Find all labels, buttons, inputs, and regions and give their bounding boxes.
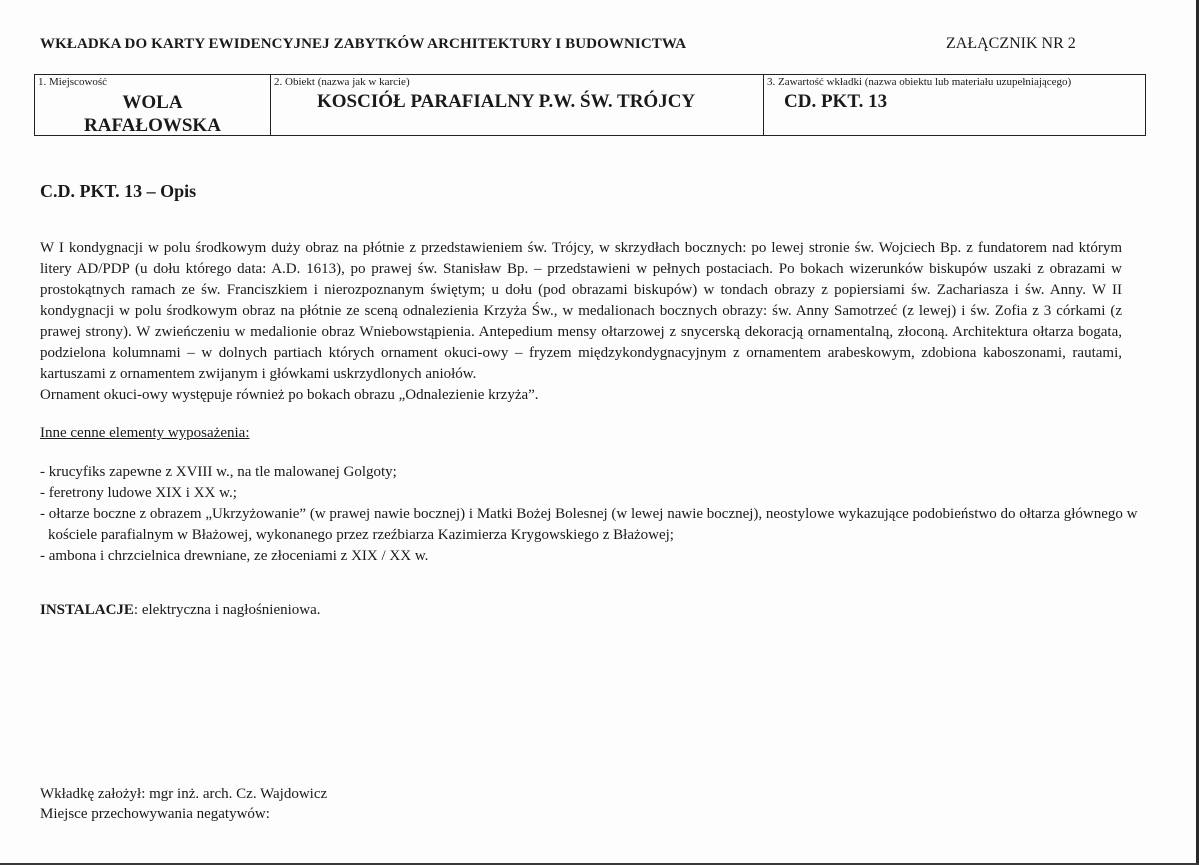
description-paragraph: W I kondygnacji w polu środkowym duży obraz na płótnie z przedstawieniem św. Trójcy, w skrzydłach bocznych: po lewej stronie św. Wojciech Bp. z fundatorem nad którym litery AD/PDP (u dołu którego data: A.D. 1613), po prawej św. Stanisław Bp. – przedstawieni w pełnych postaciach. Po bokach wizerunków biskupów uszaki z obrazami w prostokątnych ramach ze św. Franciszkiem i nierozpoznanym świętym; u dołu (pod obrazami biskupów) w tondach obrazy z popiersiami św. Zachariasza i św. Anny. W II kondygnacji w polu środkowym obraz na płótnie ze sceną odnalezienia Krzyża Św., w medalionach bocznych obrazy: św. Anny Samotrzeć (z lewej) i św. Zofia z 3 córkami (z prawej strony). W zwieńczeniu w medalionie obraz Wniebowstąpienia. Antepedium mensy ołtarzowej z snycerską dekoracją ornamentalną, złoconą. Architektura ołtarza bogata, podzielona kolumnami – w dolnych partiach których ornament okuci-owy – fryzem międzykondygnacyjnym z ornamentem arabeskowym, zdobiona kaboszonami, rautami, kartuszami z ornamentem zwijanym i główkami uskrzydlonych aniołów. bbox=[40, 240, 1122, 382]
location-value-line2: RAFAŁOWSKA bbox=[84, 115, 221, 136]
author-line: Wkładkę założył: mgr inż. arch. Cz. Wajdowicz bbox=[40, 786, 328, 802]
location-value bbox=[35, 91, 270, 137]
furnishings-heading: Inne cenne elementy wyposażenia: bbox=[40, 425, 250, 441]
installations bbox=[40, 602, 321, 619]
list-item: - krucyfiks zapewne z XVIII w., na tle malowanej Golgoty; bbox=[40, 464, 397, 480]
section-title: C.D. PKT. 13 – Opis bbox=[40, 181, 197, 201]
location-field bbox=[35, 75, 270, 135]
object-field bbox=[270, 75, 763, 135]
negatives-line: Miejsce przechowywania negatywów: bbox=[40, 806, 270, 822]
content-value: CD. PKT. 13 bbox=[784, 91, 888, 112]
content-field bbox=[763, 75, 1145, 135]
location-label: 1. Miejscowość bbox=[38, 76, 108, 88]
header-fields-table bbox=[34, 74, 1146, 136]
furnishings-list bbox=[40, 462, 1140, 567]
list-item: - ambona i chrzcielnica drewniane, ze złoceniami z XIX / XX w. bbox=[40, 548, 429, 564]
annex-number: ZAŁĄCZNIK NR 2 bbox=[946, 35, 1076, 52]
location-value-line1: WOLA bbox=[122, 92, 183, 113]
object-label: 2. Obiekt (nazwa jak w karcie) bbox=[274, 76, 410, 88]
description-text bbox=[40, 238, 1122, 406]
document-title: WKŁADKA DO KARTY EWIDENCYJNEJ ZABYTKÓW ARCHITEKTURY I BUDOWNICTWA bbox=[40, 36, 687, 52]
list-item: - ołtarze boczne z obrazem „Ukrzyżowanie” (w prawej nawie bocznej) i Matki Bożej Bolesnej (w lewej nawie bocznej), neostylowe wykazujące podobieństwo do ołtarza głównego w kościele parafialnym w Błażowej, wykonanego przez rzeźbiarza Kazimierza Krygowskiego z Błażowej; bbox=[40, 506, 1138, 543]
installations-label: INSTALACJE bbox=[40, 602, 134, 618]
list-item: - feretrony ludowe XIX i XX w.; bbox=[40, 485, 237, 501]
object-value: KOSCIÓŁ PARAFIALNY P.W. ŚW. TRÓJCY bbox=[317, 91, 696, 112]
installations-value: : elektryczna i nagłośnieniowa. bbox=[133, 602, 321, 618]
description-paragraph-last: Ornament okuci-owy występuje również po bokach obrazu „Odnalezienie krzyża”. bbox=[40, 387, 539, 403]
content-label: 3. Zawartość wkładki (nazwa obiektu lub materiału uzupełniającego) bbox=[767, 76, 1072, 88]
